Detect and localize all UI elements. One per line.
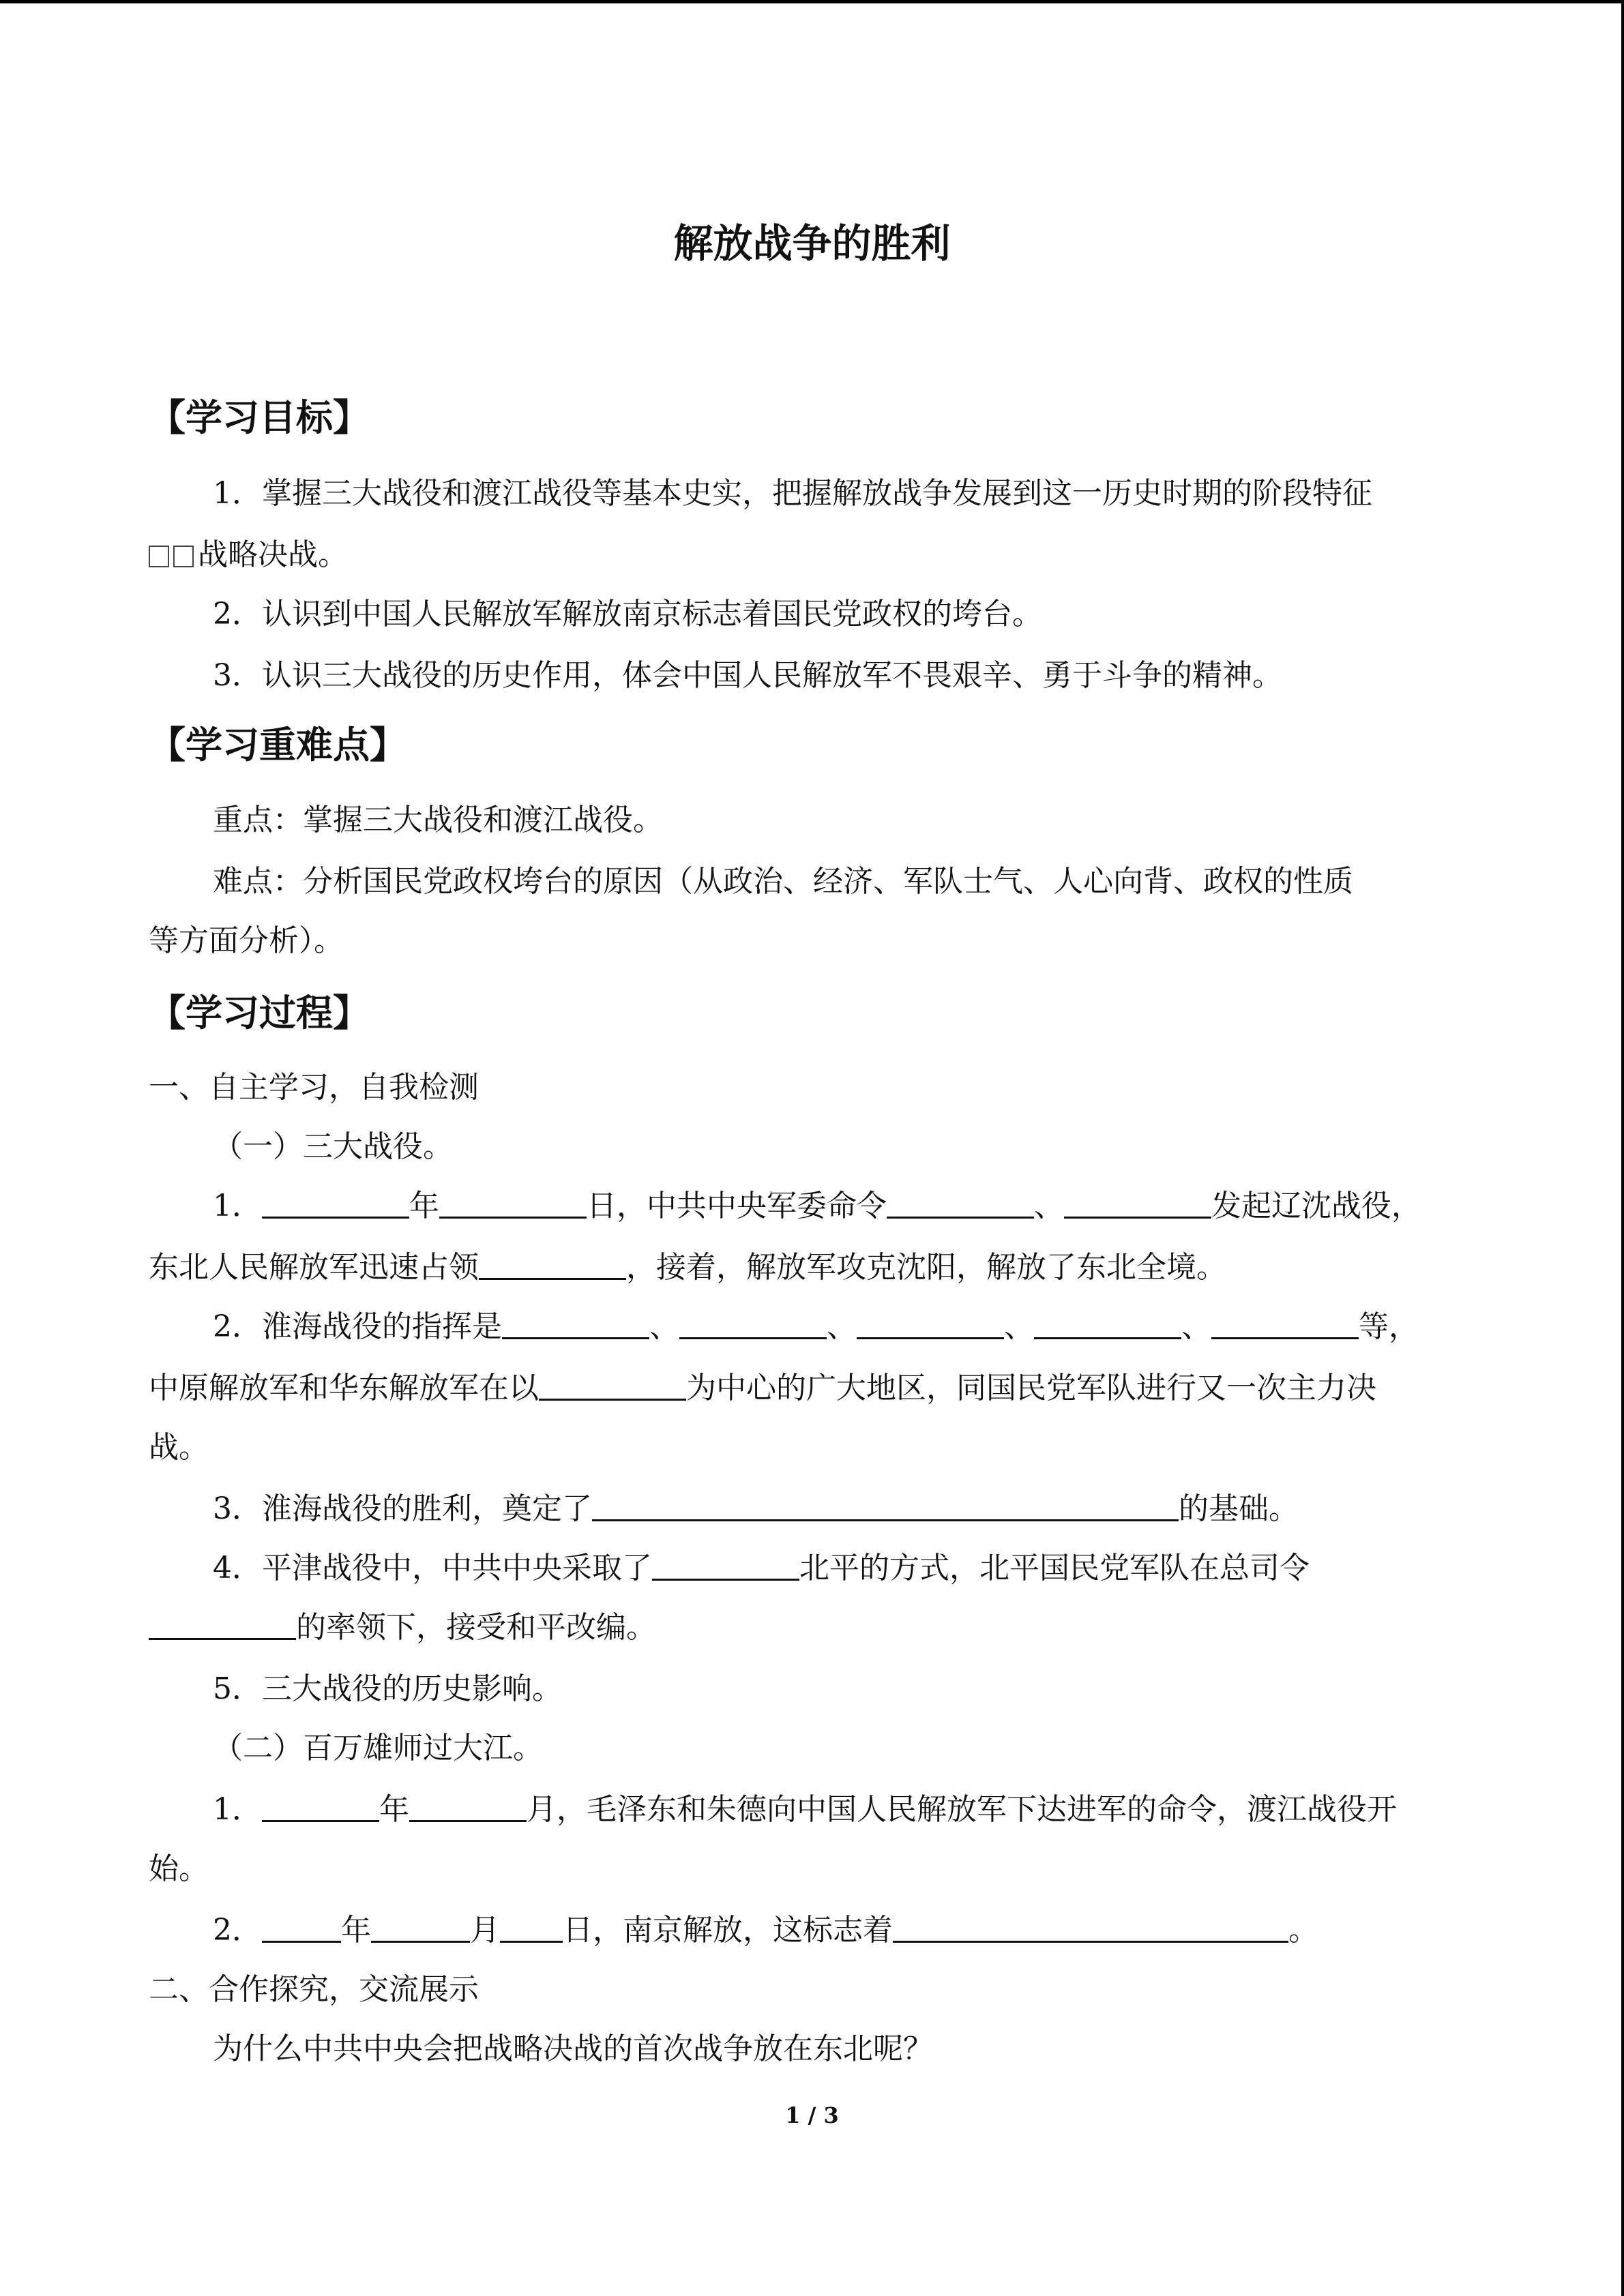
objective-1-line1: 1．掌握三大战役和渡江战役等基本史实，把握解放战争发展到这一历史时期的阶段特征 xyxy=(213,476,1372,511)
question-2-line2: 中原解放军和华东解放军在以 为中心的广大地区，同国民党军队进行又一次主力决 xyxy=(149,1371,1376,1405)
heading-objectives: 【学习目标】 xyxy=(149,396,370,439)
right-border xyxy=(1621,0,1624,2296)
river-question-1-line1: 1． 年 月，毛泽东和朱德向中国人民解放军下达进军的命令，渡江战役开 xyxy=(213,1792,1397,1827)
section-2-title: 二、合作探究，交流展示 xyxy=(149,1972,479,2007)
river-question-2: 2． 年 月 日，南京解放，这标志着 。 xyxy=(213,1913,1318,1948)
fill-blank[interactable] xyxy=(262,1189,409,1219)
question-5: 5．三大战役的历史影响。 xyxy=(213,1671,562,1706)
question-1-line2: 东北人民解放军迅速占领 ，接着，解放军攻克沈阳，解放了东北全境。 xyxy=(149,1250,1226,1285)
fill-blank[interactable] xyxy=(439,1189,587,1219)
fill-blank[interactable] xyxy=(500,1913,563,1943)
fill-blank[interactable] xyxy=(371,1913,470,1943)
question-1-line1: 1． 年 日，中共中央军委命令 、 发起辽沈战役， xyxy=(213,1189,1421,1223)
fill-blank[interactable] xyxy=(893,1913,1288,1943)
question-2-line1: 2．淮海战役的指挥是 、 、 、 、 等， xyxy=(213,1309,1419,1344)
fill-blank[interactable] xyxy=(592,1492,1179,1521)
fill-blank[interactable] xyxy=(679,1310,827,1339)
section-1-title: 一、自主学习，自我检测 xyxy=(149,1070,479,1105)
question-4-line2: 的率领下，接受和平改编。 xyxy=(149,1609,656,1647)
page-title: 解放战争的胜利 xyxy=(673,220,951,267)
question-2-line3: 战。 xyxy=(149,1430,209,1465)
fill-blank[interactable] xyxy=(262,1913,341,1943)
key-point: 重点：掌握三大战役和渡江战役。 xyxy=(213,803,663,837)
question-4-line1: 4．平津战役中，中共中央采取了 北平的方式，北平国民党军队在总司令 xyxy=(213,1551,1310,1585)
fill-blank[interactable] xyxy=(409,1793,527,1822)
missing-glyph-box xyxy=(173,546,194,567)
fill-blank[interactable] xyxy=(262,1793,379,1822)
section-2-question: 为什么中共中央会把战略决战的首次战争放在东北呢？ xyxy=(213,2031,933,2066)
heading-process: 【学习过程】 xyxy=(149,992,370,1034)
fill-blank[interactable] xyxy=(1034,1310,1181,1339)
heading-key-points: 【学习重难点】 xyxy=(149,724,407,766)
question-3: 3．淮海战役的胜利，奠定了 的基础。 xyxy=(213,1491,1299,1526)
top-border xyxy=(0,0,1624,3)
river-question-1-line2: 始。 xyxy=(149,1851,209,1886)
missing-glyph-box xyxy=(149,546,169,567)
fill-blank[interactable] xyxy=(1211,1310,1359,1339)
objective-1-line2: 战略决战。 xyxy=(149,536,348,574)
subsection-2-title: （二）百万雄师过大江。 xyxy=(213,1731,543,1765)
difficult-point-line2: 等方面分析）。 xyxy=(149,923,344,958)
fill-blank[interactable] xyxy=(479,1251,626,1280)
fill-blank[interactable] xyxy=(502,1310,649,1339)
difficult-point-line1: 难点：分析国民党政权垮台的原因（从政治、经济、军队士气、人心向背、政权的性质 xyxy=(213,864,1353,899)
fill-blank[interactable] xyxy=(149,1611,296,1640)
subsection-1-title: （一）三大战役。 xyxy=(213,1129,453,1164)
fill-blank[interactable] xyxy=(1064,1189,1211,1219)
fill-blank[interactable] xyxy=(857,1310,1004,1339)
fill-blank[interactable] xyxy=(539,1371,686,1401)
fill-blank[interactable] xyxy=(887,1189,1034,1219)
page-number: 1 / 3 xyxy=(785,2102,839,2128)
objective-3: 3．认识三大战役的历史作用，体会中国人民解放军不畏艰辛、勇于斗争的精神。 xyxy=(213,658,1282,693)
objective-2: 2．认识到中国人民解放军解放南京标志着国民党政权的垮台。 xyxy=(213,597,1042,631)
fill-blank[interactable] xyxy=(652,1551,799,1581)
